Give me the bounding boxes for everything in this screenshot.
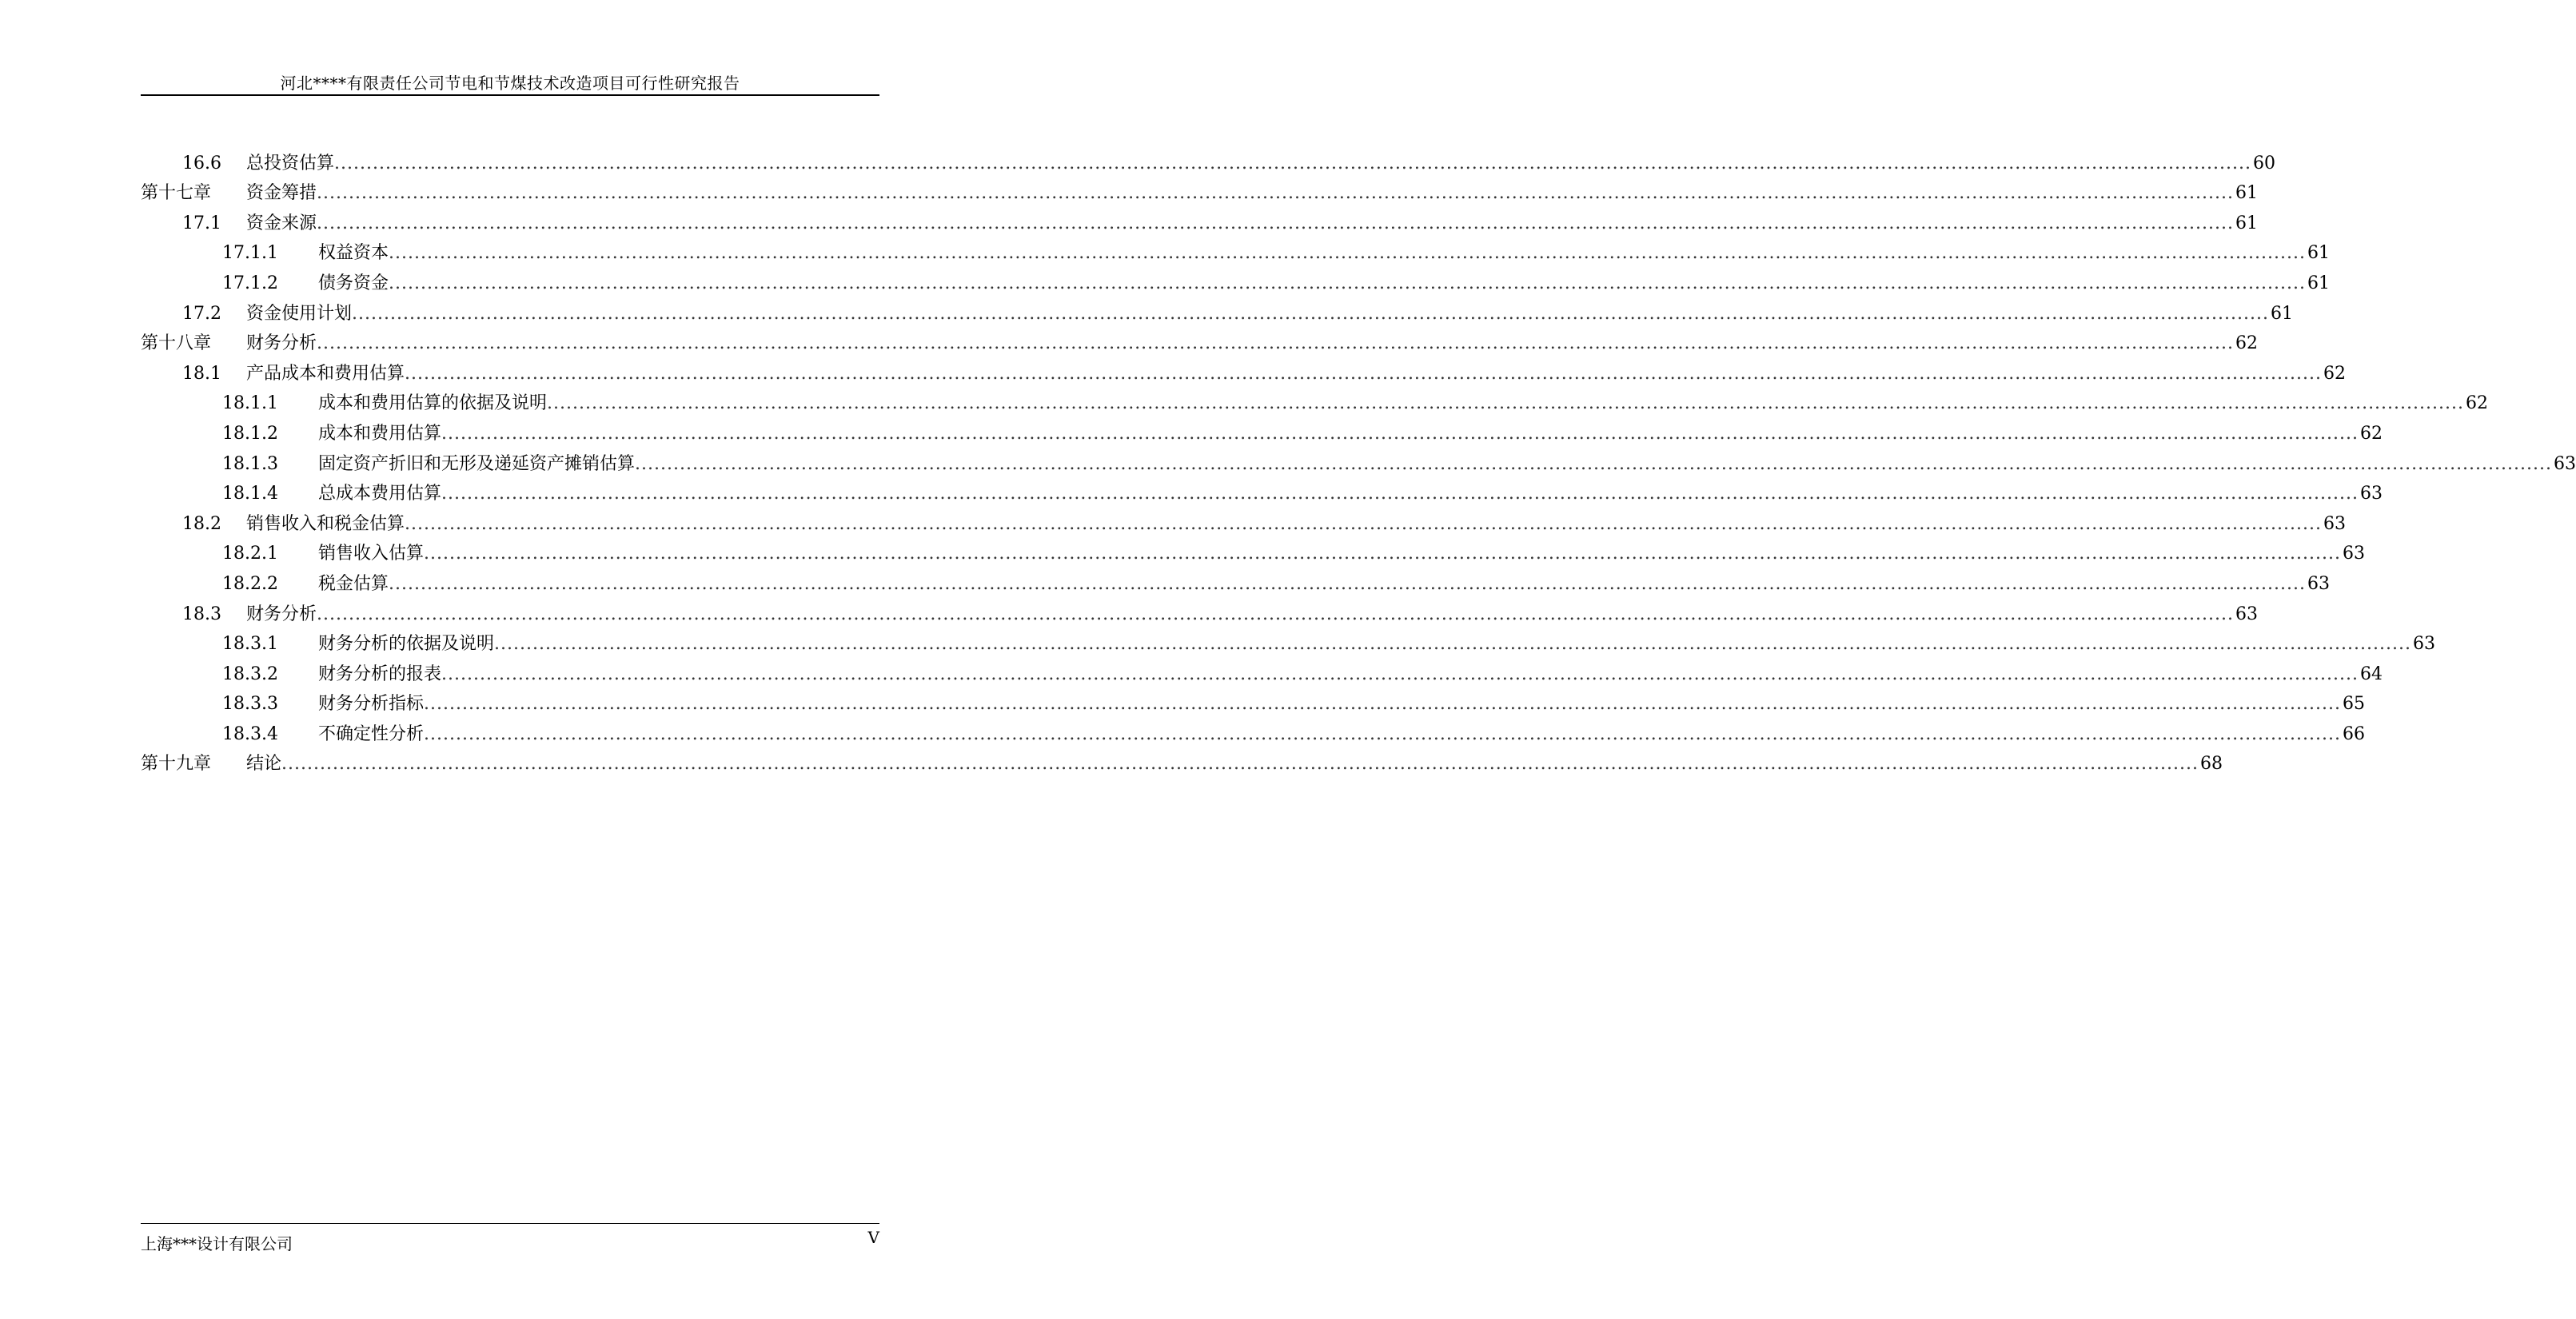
header-divider — [141, 94, 879, 96]
toc-entry-line — [318, 453, 2576, 475]
toc-entry-page: 62 — [2359, 423, 2383, 444]
toc-entry-line — [318, 544, 2365, 564]
toc-entry-number: 18.2.2 — [222, 573, 278, 594]
toc-entry-page: 63 — [2359, 484, 2383, 504]
toc-dot-leader: ............................................................................................................................................................................................................................................................................................................ — [424, 544, 2341, 564]
toc-entry-number: 第十九章 — [141, 754, 212, 775]
toc-entry-line — [318, 663, 2383, 685]
toc-entry-line — [318, 393, 2488, 414]
toc-entry-page: 60 — [2252, 153, 2275, 173]
toc-entry-number: 18.1.1 — [222, 393, 278, 414]
toc-entry[interactable] — [141, 535, 2365, 565]
toc-entry[interactable] — [141, 715, 2365, 745]
toc-entry-line — [318, 634, 2435, 655]
toc-entry-line — [318, 273, 2330, 294]
toc-entry-page: 63 — [2235, 604, 2258, 624]
toc-entry-line — [318, 573, 2330, 595]
toc-entry-number: 18.3.2 — [222, 663, 278, 684]
toc-entry-line — [246, 303, 2293, 325]
toc-entry-title: 销售收入和税金估算 — [246, 513, 405, 534]
toc-entry-line — [318, 484, 2383, 504]
toc-entry[interactable] — [141, 414, 2383, 444]
toc-entry-number: 17.2 — [182, 303, 221, 324]
toc-entry-title: 固定资产折旧和无形及递延资产摊销估算 — [318, 453, 636, 474]
toc-dot-leader: ............................................................................................................................................................................................................................................................................................................ — [317, 183, 2234, 204]
toc-entry-number: 第十七章 — [141, 183, 212, 204]
toc-entry-title: 总投资估算 — [246, 153, 335, 173]
toc-entry[interactable] — [141, 204, 2258, 234]
toc-entry-page: 61 — [2307, 273, 2330, 293]
toc-dot-leader: ............................................................................................................................................................................................................................................................................................................ — [317, 333, 2234, 354]
toc-dot-leader: ............................................................................................................................................................................................................................................................................................................ — [389, 273, 2306, 293]
toc-dot-leader: ............................................................................................................................................................................................................................................................................................................ — [441, 663, 2359, 684]
toc-entry-page: 61 — [2235, 213, 2258, 233]
toc-entry-page: 63 — [2323, 513, 2346, 534]
toc-entry-line — [246, 213, 2258, 234]
toc-entry-title: 资金使用计划 — [246, 303, 353, 324]
toc-entry[interactable] — [141, 745, 2223, 775]
toc-entry-number: 18.2 — [182, 513, 221, 534]
toc-dot-leader: ............................................................................................................................................................................................................................................................................................................ — [334, 153, 2251, 173]
toc-entry-page: 63 — [2307, 573, 2330, 594]
toc-entry[interactable] — [141, 234, 2330, 265]
toc-entry-title: 资金来源 — [246, 213, 317, 233]
toc-entry-title: 资金筹措 — [246, 183, 317, 204]
toc-entry-number: 18.3 — [182, 604, 221, 624]
toc-entry-page: 63 — [2412, 634, 2435, 655]
toc-entry[interactable] — [141, 144, 2275, 174]
toc-entry-page: 62 — [2235, 333, 2258, 354]
toc-dot-leader: ............................................................................................................................................................................................................................................................................................................ — [405, 513, 2322, 534]
toc-entry-line — [246, 183, 2258, 204]
toc-entry-page: 61 — [2270, 303, 2293, 324]
toc-entry-page: 63 — [2553, 453, 2576, 474]
toc-entry-page: 66 — [2342, 723, 2365, 744]
toc-entry[interactable] — [141, 595, 2258, 625]
toc-entry-number: 18.1.3 — [222, 453, 278, 474]
toc-dot-leader: ............................................................................................................................................................................................................................................................................................................ — [317, 604, 2234, 624]
footer-divider — [141, 1223, 879, 1224]
toc-entry-line — [246, 754, 2223, 775]
toc-dot-leader: ............................................................................................................................................................................................................................................................................................................ — [389, 243, 2306, 264]
toc-entry-number: 16.6 — [182, 153, 221, 173]
toc-dot-leader: ............................................................................................................................................................................................................................................................................................................ — [547, 393, 2464, 414]
toc-entry-number: 18.1.4 — [222, 484, 278, 504]
toc-entry-title: 结论 — [246, 754, 282, 775]
toc-dot-leader: ............................................................................................................................................................................................................................................................................................................ — [389, 573, 2306, 594]
toc-entry-number: 18.2.1 — [222, 544, 278, 564]
toc-entry[interactable] — [141, 685, 2365, 715]
toc-entry[interactable] — [141, 264, 2330, 294]
toc-entry-number: 17.1 — [182, 213, 221, 233]
toc-entry-title: 产品成本和费用估算 — [246, 363, 405, 384]
toc-entry-page: 62 — [2323, 363, 2346, 384]
table-of-contents — [141, 144, 2576, 775]
toc-entry-title: 总成本费用估算 — [318, 484, 442, 504]
toc-entry-page: 68 — [2199, 754, 2223, 775]
toc-dot-leader: ............................................................................................................................................................................................................................................................................................................ — [352, 303, 2269, 324]
toc-dot-leader: ............................................................................................................................................................................................................................................................................................................ — [317, 213, 2234, 233]
toc-entry-page: 61 — [2235, 183, 2258, 204]
toc-entry-title: 成本和费用估算 — [318, 423, 442, 444]
document-header-title: 河北****有限责任公司节电和节煤技术改造项目可行性研究报告 — [280, 74, 740, 93]
toc-dot-leader: ............................................................................................................................................................................................................................................................................................................ — [405, 363, 2322, 384]
toc-entry-title: 不确定性分析 — [318, 723, 425, 744]
toc-entry-title: 税金估算 — [318, 573, 389, 594]
toc-entry-line — [318, 723, 2365, 745]
toc-dot-leader: ............................................................................................................................................................................................................................................................................................................ — [635, 453, 2552, 474]
toc-entry-title: 财务分析的依据及说明 — [318, 634, 495, 655]
toc-entry[interactable] — [141, 564, 2330, 595]
toc-entry-page: 64 — [2359, 663, 2383, 684]
toc-dot-leader: ............................................................................................................................................................................................................................................................................................................ — [424, 723, 2341, 744]
toc-entry-line — [246, 153, 2275, 174]
toc-entry[interactable] — [141, 625, 2435, 656]
toc-entry-title: 债务资金 — [318, 273, 389, 293]
toc-entry[interactable] — [141, 475, 2383, 505]
toc-entry-line — [246, 333, 2258, 354]
toc-entry[interactable] — [141, 325, 2258, 355]
toc-dot-leader: ............................................................................................................................................................................................................................................................................................................ — [281, 754, 2199, 775]
toc-dot-leader: ............................................................................................................................................................................................................................................................................................................ — [441, 484, 2359, 504]
toc-entry-line — [318, 243, 2330, 264]
toc-entry-number: 18.1.2 — [222, 423, 278, 444]
toc-entry-number: 18.3.4 — [222, 723, 278, 744]
toc-entry-title: 财务分析的报表 — [318, 663, 442, 684]
toc-entry[interactable] — [141, 174, 2258, 205]
toc-entry-number: 18.3.3 — [222, 694, 278, 715]
toc-entry-number: 第十八章 — [141, 333, 212, 354]
toc-entry[interactable] — [141, 504, 2346, 535]
toc-entry-page: 65 — [2342, 694, 2365, 715]
toc-entry-number: 17.1.2 — [222, 273, 278, 293]
toc-entry-line — [318, 423, 2383, 444]
toc-entry-page: 63 — [2342, 544, 2365, 564]
toc-entry-number: 17.1.1 — [222, 243, 278, 264]
toc-entry-number: 18.1 — [182, 363, 221, 384]
toc-entry-title: 成本和费用估算的依据及说明 — [318, 393, 548, 414]
toc-entry-page: 61 — [2307, 243, 2330, 264]
toc-entry-title: 销售收入估算 — [318, 544, 425, 564]
footer-company: 上海***设计有限公司 — [141, 1234, 293, 1253]
toc-entry[interactable] — [141, 385, 2488, 415]
toc-entry-title: 财务分析 — [246, 604, 317, 624]
toc-dot-leader: ............................................................................................................................................................................................................................................................................................................ — [424, 694, 2341, 715]
toc-entry[interactable] — [141, 354, 2346, 385]
toc-dot-leader: ............................................................................................................................................................................................................................................................................................................ — [441, 423, 2359, 444]
toc-dot-leader: ............................................................................................................................................................................................................................................................................................................ — [494, 634, 2411, 655]
toc-entry[interactable] — [141, 294, 2293, 325]
footer-page-number: V — [867, 1228, 879, 1247]
toc-entry-title: 权益资本 — [318, 243, 389, 264]
toc-entry-title: 财务分析指标 — [318, 694, 425, 715]
toc-entry-line — [246, 604, 2258, 625]
toc-entry-line — [246, 513, 2346, 535]
toc-entry-title: 财务分析 — [246, 333, 317, 354]
toc-entry-page: 62 — [2465, 393, 2488, 414]
toc-entry-number: 18.3.1 — [222, 634, 278, 655]
toc-entry-line — [246, 363, 2346, 385]
toc-entry[interactable] — [141, 444, 2576, 475]
toc-entry-line — [318, 694, 2365, 715]
toc-entry[interactable] — [141, 655, 2383, 685]
